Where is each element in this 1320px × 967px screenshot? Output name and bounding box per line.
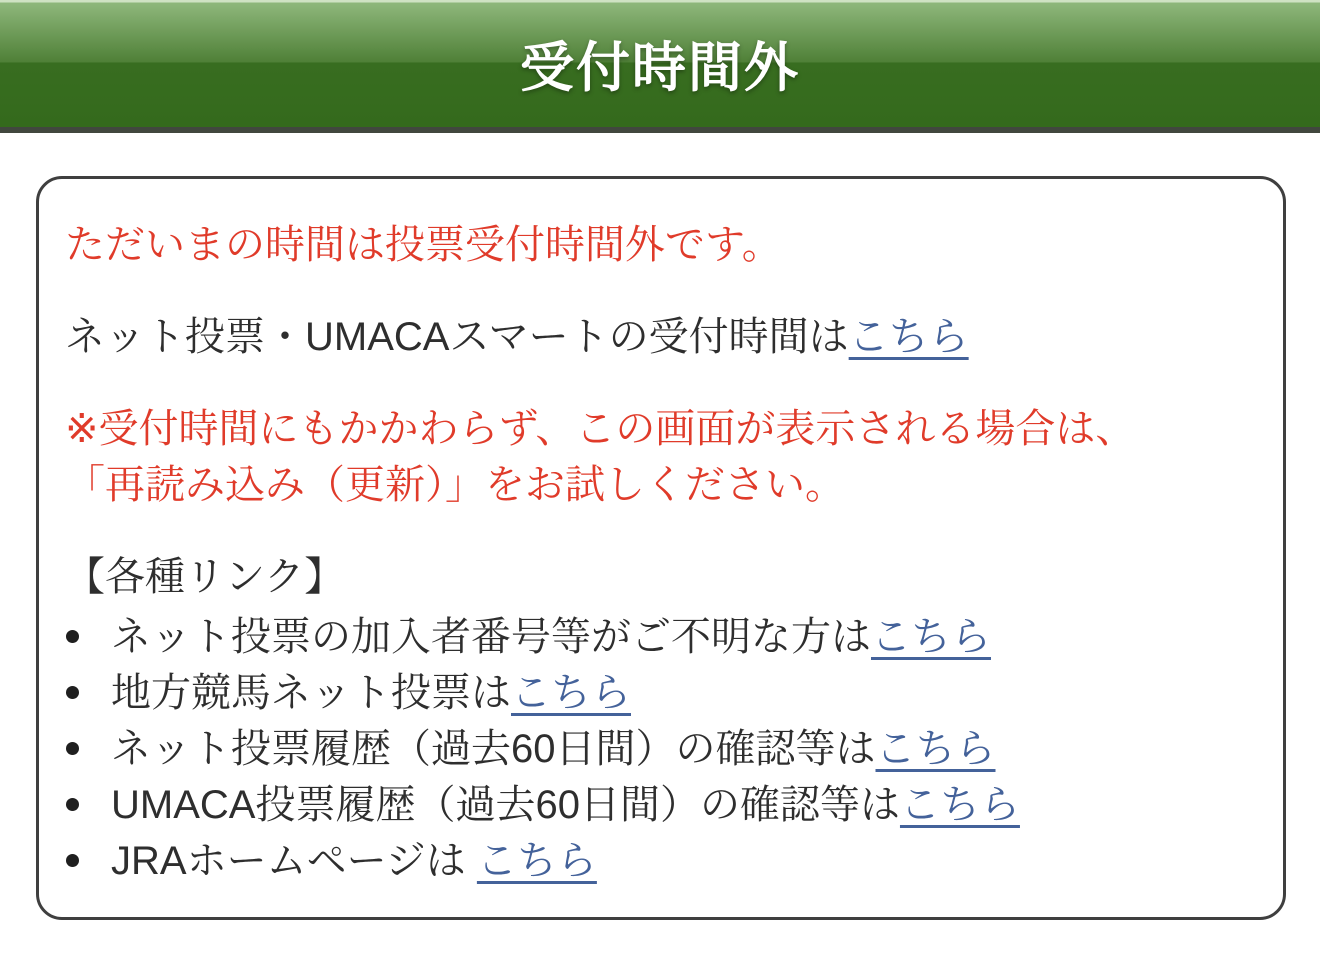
page-title: 受付時間外 [520, 38, 800, 98]
net-vote-history-text: ネット投票履歴（過去60日間）の確認等は [111, 727, 876, 771]
subscriber-number-link[interactable]: こちら [871, 615, 991, 659]
list-item [65, 777, 1253, 833]
umaca-vote-history-link[interactable]: こちら [899, 783, 1020, 827]
closed-message: ただいまの時間は投票受付時間外です。 [65, 223, 782, 267]
reception-hours-text: ネット投票・UMACAスマートの受付時間は [65, 315, 849, 359]
notice-panel [36, 176, 1286, 920]
net-vote-history-link[interactable]: こちら [875, 727, 996, 771]
reload-warning-line2: 「再読み込み（更新）」をお試しください。 [65, 463, 845, 507]
list-item [65, 721, 1253, 777]
jra-homepage-text: JRAホームページは [111, 839, 477, 883]
local-racing-link[interactable]: こちら [511, 671, 631, 715]
subscriber-number-text: ネット投票の加入者番号等がご不明な方は [111, 615, 871, 659]
reception-hours-link[interactable]: こちら [848, 315, 969, 359]
list-item [65, 609, 1253, 665]
reception-hours-sentence [65, 309, 1253, 365]
list-item [65, 833, 1253, 889]
local-racing-text: 地方競馬ネット投票は [111, 671, 511, 715]
reload-warning [65, 401, 1253, 513]
reload-warning-line1: ※受付時間にもかかわらず、この画面が表示される場合は、 [65, 407, 1136, 451]
jra-homepage-link[interactable]: こちら [476, 839, 597, 883]
list-item [65, 665, 1253, 721]
links-list [65, 609, 1253, 889]
links-heading: 【各種リンク】 [65, 555, 345, 599]
header-divider [0, 127, 1320, 133]
page-header [0, 0, 1320, 127]
umaca-vote-history-text: UMACA投票履歴（過去60日間）の確認等は [111, 783, 900, 827]
